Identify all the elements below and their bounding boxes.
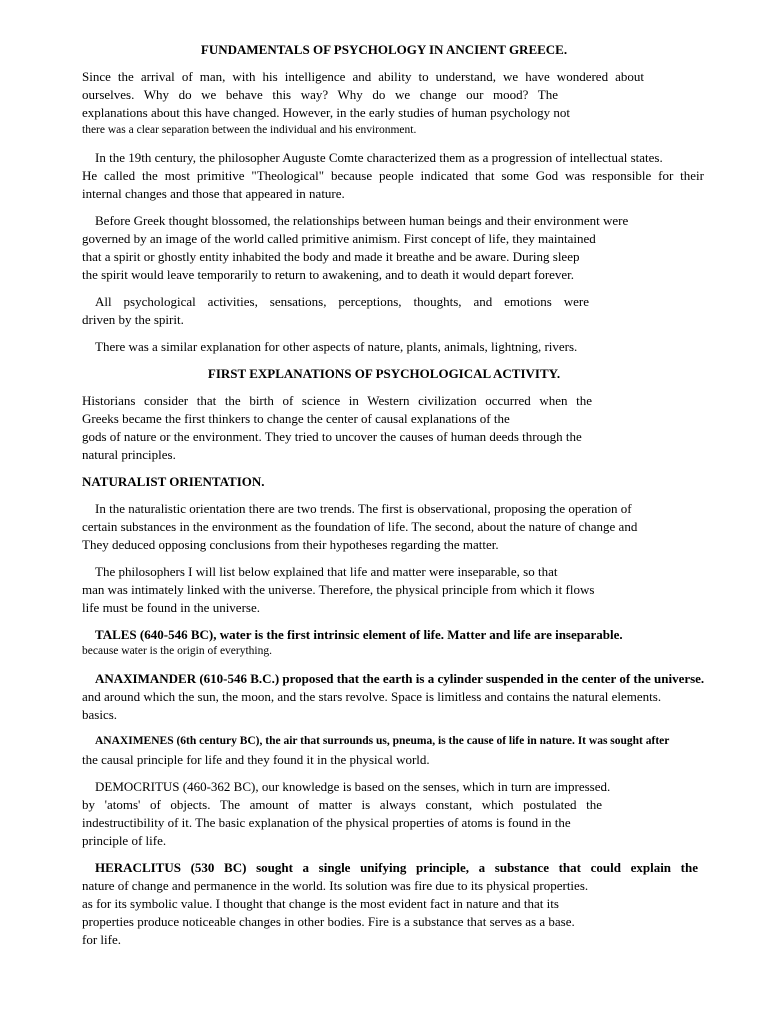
paragraph-line: the spirit would leave temporarily to return to awakening, and to death it would depart forever. xyxy=(82,267,575,282)
paragraph-line: man was intimately linked with the universe. Therefore, the physical principle from which it flows xyxy=(82,582,595,597)
anaximenes-entry: ANAXIMENES (6th century BC), the air that surrounds us, pneuma, is the cause of life in nature. It was sought after xyxy=(95,735,670,747)
heraclitus-entry: HERACLITUS (530 BC) sought a single unifying principle, a substance that could explain the xyxy=(95,860,698,875)
page-title: FUNDAMENTALS OF PSYCHOLOGY IN ANCIENT GREECE. xyxy=(200,42,568,57)
paragraph-line: governed by an image of the world called primitive animism. First concept of life, they maintained xyxy=(82,231,596,246)
paragraph-line: There was a similar explanation for other aspects of nature, plants, animals, lightning, rivers. xyxy=(95,339,578,354)
paragraph-line: All psychological activities, sensations, perceptions, thoughts, and emotions were xyxy=(95,294,589,309)
paragraph-line: In the naturalistic orientation there are two trends. The first is observational, proposing the operation of xyxy=(95,501,632,516)
paragraph-line: certain substances in the environment as the foundation of life. The second, about the nature of change and xyxy=(82,519,638,534)
paragraph-line: for life. xyxy=(82,932,121,947)
paragraph-line: The philosophers I will list below explained that life and matter were inseparable, so that xyxy=(95,564,558,579)
tales-entry-continuation: because water is the origin of everything. xyxy=(82,645,273,657)
section-heading: NATURALIST ORIENTATION. xyxy=(82,474,265,489)
democritus-entry: DEMOCRITUS (460-362 BC), our knowledge is based on the senses, which in turn are impressed. xyxy=(95,779,611,794)
paragraph-line: ourselves. Why do we behave this way? Why do we change our mood? The xyxy=(82,87,558,102)
paragraph-line: natural principles. xyxy=(82,447,176,462)
paragraph-line: properties produce noticeable changes in other bodies. Fire is a substance that serves as a base. xyxy=(82,914,575,929)
paragraph-line: Since the arrival of man, with his intelligence and ability to understand, we have wondered about xyxy=(82,69,644,84)
paragraph-line: nature of change and permanence in the world. Its solution was fire due to its physical properties. xyxy=(82,878,589,893)
section-heading: FIRST EXPLANATIONS OF PSYCHOLOGICAL ACTIVITY. xyxy=(207,366,561,381)
tales-entry: TALES (640-546 BC), water is the first intrinsic element of life. Matter and life are inseparable. xyxy=(95,627,623,642)
paragraph-line: explanations about this have changed. However, in the early studies of human psychology not xyxy=(82,105,570,120)
paragraph-line: Historians consider that the birth of science in Western civilization occurred when the xyxy=(82,393,592,408)
paragraph-line: as for its symbolic value. I thought that change is the most evident fact in nature and that its xyxy=(82,896,559,911)
paragraph-line: and around which the sun, the moon, and the stars revolve. Space is limitless and contains the natural elements. xyxy=(82,689,662,704)
paragraph-line: that a spirit or ghostly entity inhabited the body and made it breathe and be aware. During sleep xyxy=(82,249,580,264)
paragraph-line: He called the most primitive "Theological" because people indicated that some God was responsible for their xyxy=(82,168,704,183)
paragraph-line: internal changes and those that appeared in nature. xyxy=(82,186,345,201)
anaximander-entry: ANAXIMANDER (610-546 B.C.) proposed that the earth is a cylinder suspended in the center of the universe. xyxy=(95,671,705,686)
paragraph-line: indestructibility of it. The basic explanation of the physical properties of atoms is found in the xyxy=(82,815,571,830)
paragraph-line: They deduced opposing conclusions from their hypotheses regarding the matter. xyxy=(82,537,499,552)
paragraph-line: Before Greek thought blossomed, the relationships between human beings and their environment were xyxy=(95,213,629,228)
paragraph-line: driven by the spirit. xyxy=(82,312,184,327)
paragraph-line: gods of nature or the environment. They tried to uncover the causes of human deeds through the xyxy=(82,429,582,444)
paragraph-line: principle of life. xyxy=(82,833,167,848)
paragraph-line: In the 19th century, the philosopher Auguste Comte characterized them as a progression of intellectual states. xyxy=(95,150,663,165)
paragraph-line: Greeks became the first thinkers to change the center of causal explanations of the xyxy=(82,411,510,426)
paragraph-line: there was a clear separation between the individual and his environment. xyxy=(82,124,417,136)
paragraph-line: by 'atoms' of objects. The amount of matter is always constant, which postulated the xyxy=(82,797,602,812)
paragraph-line: basics. xyxy=(82,707,118,722)
paragraph-line: life must be found in the universe. xyxy=(82,600,260,615)
paragraph-line: the causal principle for life and they found it in the physical world. xyxy=(82,752,430,767)
